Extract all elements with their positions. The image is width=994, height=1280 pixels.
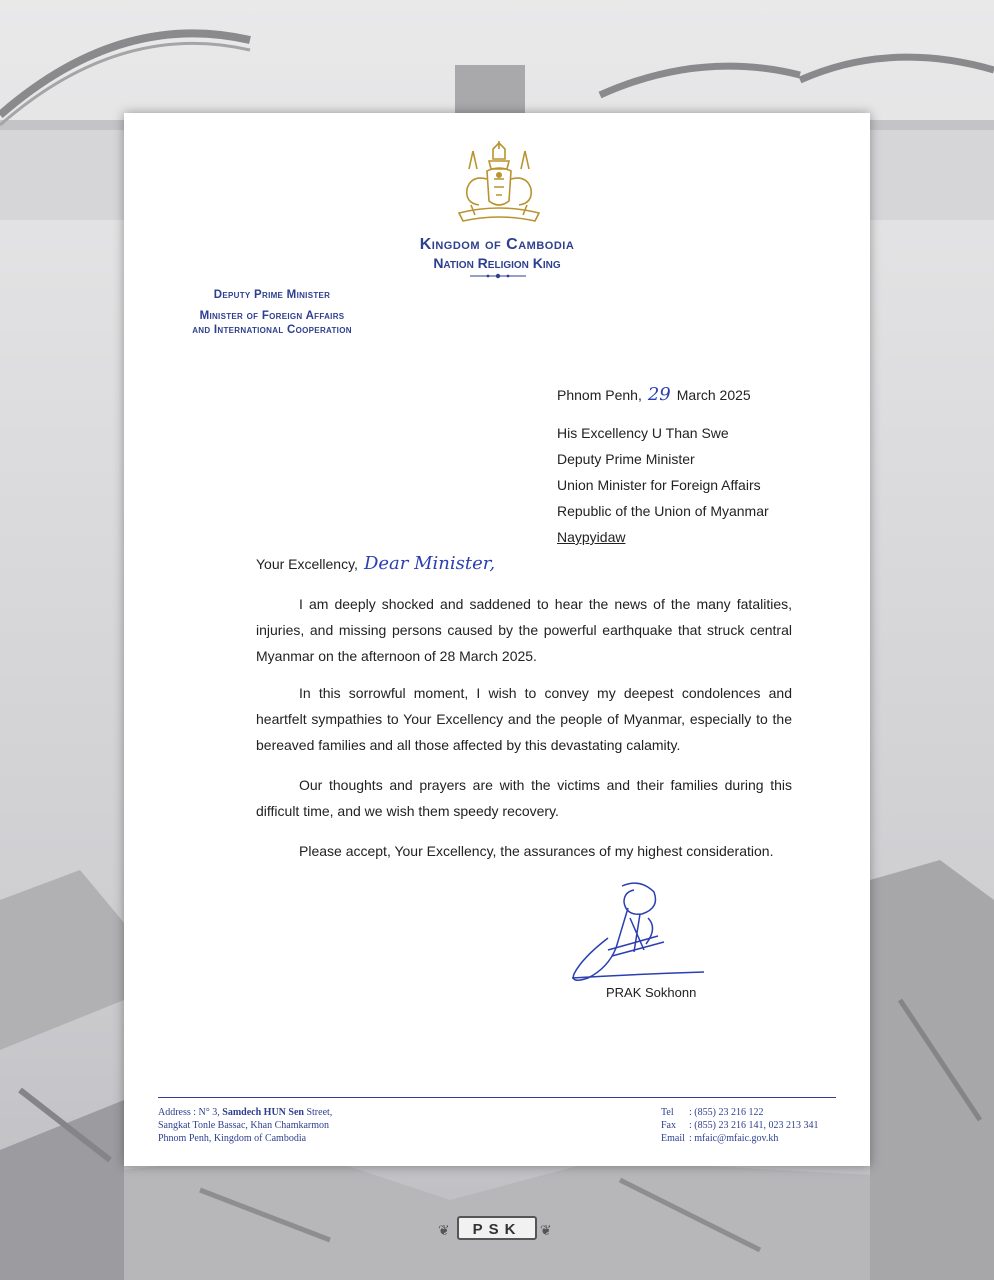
fax-label: Fax	[661, 1120, 676, 1131]
body-paragraph-1: I am deeply shocked and saddened to hear the news of the many fatalities, injuries, and missing persons caused by the powerful earthquake that struck central Myanmar on the afternoon of 28 March 2025.	[256, 596, 792, 664]
recipient-name: His Excellency U Than Swe	[557, 425, 729, 441]
footer-contact	[661, 1106, 818, 1145]
tel-label: Tel	[661, 1107, 674, 1118]
psk-ornament-right-icon: ❦	[540, 1222, 552, 1238]
address-line-2: Sangkat Tonle Bassac, Khan Chamkarmon	[158, 1120, 330, 1131]
sender-title-minister: Minister of Foreign Affairs	[199, 310, 345, 322]
sender-title-deputy-pm: Deputy Prime Minister	[213, 289, 331, 301]
recipient-title: Deputy Prime Minister	[557, 451, 695, 467]
handwritten-signature	[568, 878, 708, 988]
address-street: Samdech HUN Sen	[222, 1107, 304, 1118]
salutation-handwritten: Dear Minister,	[363, 553, 496, 574]
footer-address	[158, 1106, 332, 1145]
kingdom-title: Kingdom of Cambodia	[419, 236, 575, 253]
salutation	[256, 553, 495, 574]
recipient-city: Naypyidaw	[557, 529, 626, 545]
fax-number: : (855) 23 216 141, 023 213 341	[689, 1120, 819, 1131]
letter-page	[124, 113, 870, 1166]
salutation-printed: Your Excellency,	[256, 556, 358, 572]
signer-name: PRAK Sokhonn	[606, 985, 697, 1000]
body-paragraph-2: In this sorrowful moment, I wish to convey my deepest condolences and heartfelt sympathies to Your Excellency and the people of Myanmar, especially to the bereaved families and all those affected by this devastating calamity.	[256, 685, 792, 753]
footer-divider	[158, 1097, 836, 1098]
body-paragraph-4: Please accept, Your Excellency, the assurances of my highest consideration.	[299, 843, 774, 859]
psk-ornament-left-icon: ❦	[438, 1222, 450, 1238]
address-line-3: Phnom Penh, Kingdom of Cambodia	[158, 1133, 307, 1144]
address-label: Address : N° 3,	[158, 1107, 223, 1118]
letter-date	[557, 384, 751, 405]
date-day-handwritten: 29	[647, 384, 671, 405]
date-month-year: March 2025	[676, 387, 751, 403]
body-paragraph-3: Our thoughts and prayers are with the victims and their families during this difficult time, and we wish them speedy recovery.	[256, 777, 792, 819]
email-address: : mfaic@mfaic.gov.kh	[689, 1133, 779, 1144]
date-city: Phnom Penh,	[557, 387, 642, 403]
ornament-divider	[468, 272, 528, 280]
address-street-suffix: Street,	[303, 1107, 333, 1118]
recipient-ministry: Union Minister for Foreign Affairs	[557, 477, 761, 493]
psk-watermark-badge: PSK	[457, 1216, 537, 1240]
recipient-country: Republic of the Union of Myanmar	[557, 503, 769, 519]
tel-number: : (855) 23 216 122	[689, 1107, 764, 1118]
sender-title-ministry: and International Cooperation	[192, 324, 352, 336]
email-label: Email	[661, 1133, 685, 1144]
royal-arms-emblem	[449, 139, 549, 227]
national-motto: Nation Religion King	[433, 255, 561, 271]
